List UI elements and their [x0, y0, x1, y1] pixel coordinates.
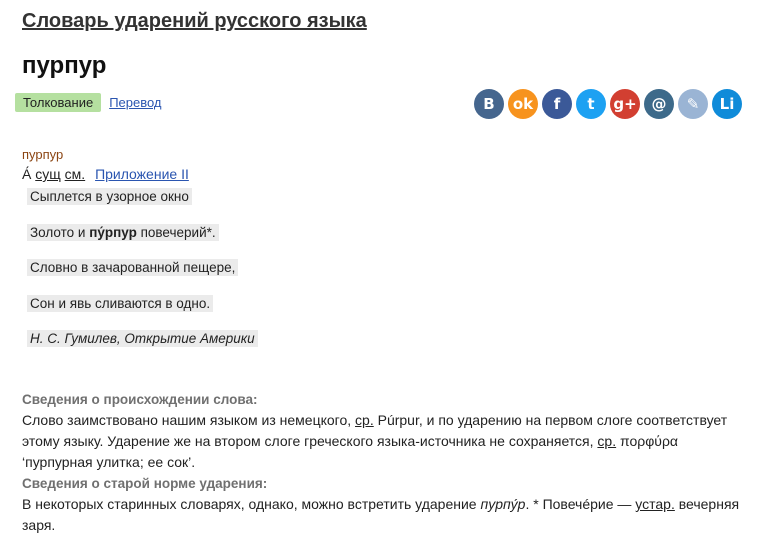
odnoklassniki-icon[interactable]: ok: [508, 89, 538, 119]
quote-line-3: Словно в зачарованной пещере,: [27, 259, 238, 276]
stress-letter: А́: [22, 166, 32, 182]
grammar-line: [22, 164, 752, 184]
quote-line-2: Золото и пу́рпур повечерий*.: [27, 224, 219, 241]
cf-abbr[interactable]: ср.: [355, 412, 374, 428]
vk-icon[interactable]: B: [474, 89, 504, 119]
old-norm-text: В некоторых старинных словарях, однако, можно встретить ударение пурпу́р. * Повечéрие — устар. вечерняя заря.: [22, 496, 740, 533]
appendix-link[interactable]: Приложение II: [95, 166, 189, 182]
quote-attribution: Н. С. Гумилев, Открытие Америки: [27, 330, 258, 347]
cf-abbr[interactable]: ср.: [597, 433, 617, 449]
see-abbr[interactable]: см.: [64, 166, 86, 182]
obsolete-abbr[interactable]: устар.: [635, 496, 675, 512]
old-norm-heading: Сведения о старой норме ударения:: [22, 476, 268, 491]
origin-heading: Сведения о происхождении слова:: [22, 392, 258, 407]
mail-icon[interactable]: @: [644, 89, 674, 119]
tab-interpretation[interactable]: Толкование: [15, 93, 101, 112]
livejournal-icon[interactable]: ✎: [678, 89, 708, 119]
old-stress-word: пурпу́р: [480, 496, 526, 512]
facebook-icon[interactable]: f: [542, 89, 572, 119]
site-title-link[interactable]: Словарь ударений русского языка: [22, 10, 367, 32]
quote-line-4: Сон и явь сливаются в одно.: [27, 295, 213, 312]
quote-headword: пу́рпур: [89, 224, 137, 240]
entry-headword: пурпур: [22, 147, 64, 162]
quote-block: [27, 188, 752, 366]
tab-translation[interactable]: Перевод: [109, 95, 162, 110]
share-buttons: [474, 89, 742, 119]
pos-abbr[interactable]: сущ: [35, 166, 61, 182]
word-info: [22, 389, 752, 536]
google-plus-icon[interactable]: g+: [610, 89, 640, 119]
quote-line-1: Сыплется в узорное окно: [27, 188, 192, 205]
page-title: пурпур: [22, 52, 107, 79]
tabs: [15, 93, 162, 112]
twitter-icon[interactable]: t: [576, 89, 606, 119]
dictionary-entry: [22, 146, 752, 366]
origin-text: Слово заимствовано нашим языком из немецкого, ср. Púrpur, и по ударению на первом слоге соответствует этому языку. Ударение же на втором слоге греческого языка-источника не сохраняется, ср. πορφύρα ‘пурпурная улитка; ее сок’.: [22, 412, 728, 470]
linkedin-icon[interactable]: Li: [712, 89, 742, 119]
